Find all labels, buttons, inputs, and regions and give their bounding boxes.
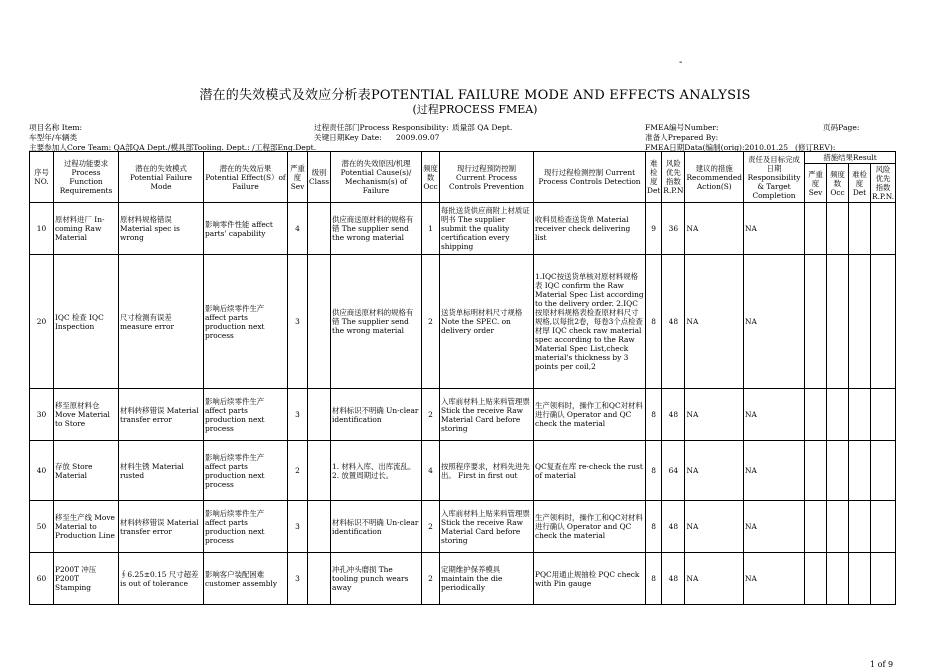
document-title: 潜在的失效模式及效应分析表POTENTIAL FAILURE MODE AND EFFECTS ANALYSIS xyxy=(199,88,751,103)
row-function: 原材料进厂 In-coming Raw Material xyxy=(54,203,119,255)
col-rpn: 风险优先指数 R.P.N xyxy=(662,152,685,203)
fmea-table xyxy=(29,151,896,605)
col-prevention: 现行过程预防控制 Current Process Controls Prevention xyxy=(440,152,534,203)
fmea-number-label: FMEA编号Number: xyxy=(645,123,719,132)
row-effect: 影响后续零件生产 affect parts production next process xyxy=(204,501,288,553)
row-rpn: 48 xyxy=(662,389,685,441)
row-det: 8 xyxy=(646,441,662,501)
col-responsibility: 责任及目标完成日期 Responsibility & Target Completion xyxy=(744,152,805,203)
row-no: 40 xyxy=(30,441,54,501)
table-row xyxy=(30,553,896,605)
row-effect: 影响后续零件生产 affect parts production next process xyxy=(204,255,288,389)
row-no: 50 xyxy=(30,501,54,553)
table-row xyxy=(30,501,896,553)
row-occ: 2 xyxy=(422,553,440,605)
col-effect: 潜在的失效后果 Potential Effect(S）of Failure xyxy=(204,152,288,203)
row-failure-mode: 原材料规格错误 Material spec is wrong xyxy=(119,203,204,255)
row-sev: 2 xyxy=(288,441,308,501)
row-effect: 影响后续零件生产 affect parts production next process xyxy=(204,441,288,501)
row-sev: 3 xyxy=(288,553,308,605)
process-responsibility-label: 过程责任部门Process Responsibility: xyxy=(314,123,449,132)
col-result-rpn: 风险优先指数 R.P.N. xyxy=(872,165,895,201)
page-footer: 1 of 9 xyxy=(870,660,894,669)
row-sev: 3 xyxy=(288,255,308,389)
row-action: NA xyxy=(685,203,744,255)
row-det: 8 xyxy=(646,501,662,553)
row-detection: 1.IQC按送货单核对原材料规格表 IQC confirm the Raw Material Spec List according to the delivery order. 2.IQC按原材料规格表检查原材料尺寸规格,以每批2卷，每卷3个点检查材厚 IQC check raw material spec according to the Raw Material Spec List,check material's thickness by 3 points per coil,2 xyxy=(534,255,646,389)
row-det: 8 xyxy=(646,255,662,389)
col-occ: 频度数 Occ xyxy=(422,152,440,203)
row-det: 8 xyxy=(646,389,662,441)
row-cause: 供应商送原材料的规格有错 The supplier send the wrong material xyxy=(331,255,422,389)
item-label: 项目名称 Item: xyxy=(29,123,83,132)
col-cause: 潜在的失效原因/机理 Potential Cause(s)/ Mechanism(s) of Failure xyxy=(331,152,422,203)
row-function: IQC 检查 IQC Inspection xyxy=(54,255,119,389)
row-sev: 3 xyxy=(288,501,308,553)
row-failure-mode: ∮6.25±0.15 尺寸超差 is out of tolerance xyxy=(119,553,204,605)
row-class xyxy=(308,203,331,255)
row-sev: 3 xyxy=(288,389,308,441)
row-rpn: 48 xyxy=(662,255,685,389)
row-action: NA xyxy=(685,553,744,605)
revision-label: (修订REV): xyxy=(795,143,836,152)
row-class xyxy=(308,255,331,389)
col-no: 序号 NO. xyxy=(30,152,54,203)
row-responsibility: NA xyxy=(744,501,805,553)
row-cause: 材料标识不明确 Un-clear identification xyxy=(331,389,422,441)
row-function: 移至原材料仓 Move Material to Store xyxy=(54,389,119,441)
dash-mark: - xyxy=(679,57,683,68)
row-detection: 收料员检查送货单 Material receiver check delivering list xyxy=(534,203,646,255)
col-action: 建议的措施 Recommended Action(S) xyxy=(685,152,744,203)
row-rpn: 48 xyxy=(662,501,685,553)
row-prevention: 定期维护保养模具 maintain the die periodically xyxy=(440,553,534,605)
col-det: 难检度 Det xyxy=(646,152,662,203)
row-responsibility: NA xyxy=(744,389,805,441)
row-prevention: 送货单标明材料尺寸规格 Note the SPEC. on delivery order xyxy=(440,255,534,389)
row-action: NA xyxy=(685,501,744,553)
table-row xyxy=(30,255,896,389)
row-failure-mode: 材料转移错误 Material transfer error xyxy=(119,389,204,441)
row-occ: 2 xyxy=(422,389,440,441)
row-effect: 影响客户装配困难 customer assembly xyxy=(204,553,288,605)
table-row xyxy=(30,389,896,441)
row-cause: 1. 材料入库、出库流乱。 2. 放置周期过长。 xyxy=(331,441,422,501)
page-label: 页码Page: xyxy=(823,123,860,132)
row-prevention: 入库前材料上贴来料管理票 Stick the receive Raw Material Card before storing xyxy=(440,389,534,441)
core-team-label: 主要参加人Core Team: QA部QA Dept./模具部Tooling. Dept.: /工程部Eng.Dept. xyxy=(29,143,317,152)
prepared-by-label: 准备人Prepared By: xyxy=(645,133,719,142)
row-responsibility: NA xyxy=(744,553,805,605)
row-failure-mode: 材料生锈 Material rusted xyxy=(119,441,204,501)
row-detection: 生产领料时，操作工和QC对材料进行确认 Operator and QC check the material xyxy=(534,501,646,553)
col-class: 级别 Class xyxy=(308,152,331,203)
col-result: 措施结果Result xyxy=(805,152,896,164)
row-function: 存放 Store Material xyxy=(54,441,119,501)
row-rpn: 36 xyxy=(662,203,685,255)
row-occ: 4 xyxy=(422,441,440,501)
row-effect: 影响零件性能 affect parts' capability xyxy=(204,203,288,255)
key-date-label: 关键日期Key Date: xyxy=(314,133,382,142)
row-action: NA xyxy=(685,389,744,441)
fmea-date-label: FMEA日期Data(编制(orig):2010.01.25 xyxy=(645,143,789,152)
row-class xyxy=(308,553,331,605)
row-detection: PQC用通止规抽检 PQC check with Pin gauge xyxy=(534,553,646,605)
table-row xyxy=(30,203,896,255)
row-sev: 4 xyxy=(288,203,308,255)
row-function: 移至生产线 Move Material to Production Line xyxy=(54,501,119,553)
table-row xyxy=(30,441,896,501)
row-no: 10 xyxy=(30,203,54,255)
col-sev: 严重度 Sev xyxy=(288,152,308,203)
col-result-occ: 频度数 Occ xyxy=(827,164,849,203)
row-prevention: 按照程序要求，材料先进先出。 First in first out xyxy=(440,441,534,501)
document-subtitle: (过程PROCESS FMEA) xyxy=(412,103,538,116)
row-class xyxy=(308,389,331,441)
row-det: 8 xyxy=(646,553,662,605)
row-rpn: 48 xyxy=(662,553,685,605)
row-no: 30 xyxy=(30,389,54,441)
row-function: P200T 冲压 P200T Stamping xyxy=(54,553,119,605)
row-effect: 影响后续零件生产 affect parts production next process xyxy=(204,389,288,441)
row-detection: QC复查在库 re-check the rust of material xyxy=(534,441,646,501)
row-action: NA xyxy=(685,441,744,501)
row-action: NA xyxy=(685,255,744,389)
vehicle-label: 车型年/车辆类 xyxy=(29,133,78,142)
row-class xyxy=(308,501,331,553)
row-cause: 材料标识不明确 Un-clear identification xyxy=(331,501,422,553)
col-result-det: 难检度 Det xyxy=(849,164,871,203)
row-no: 20 xyxy=(30,255,54,389)
col-detection: 现行过程检测控制 Current Process Controls Detection xyxy=(534,152,646,203)
row-cause: 冲孔冲头磨损 The tooling punch wears away xyxy=(331,553,422,605)
row-detection: 生产领料时，操作工和QC对材料进行确认 Operator and QC check the material xyxy=(534,389,646,441)
row-det: 9 xyxy=(646,203,662,255)
row-occ: 1 xyxy=(422,203,440,255)
row-no: 60 xyxy=(30,553,54,605)
row-prevention: 每批送货供应商附上材质证明书 The supplier submit the quality certification every shipping xyxy=(440,203,534,255)
row-occ: 2 xyxy=(422,255,440,389)
key-date-value: 2009.09.07 xyxy=(396,133,440,142)
row-responsibility: NA xyxy=(744,255,805,389)
row-prevention: 入库前材料上贴来料管理票 Stick the receive Raw Material Card before storing xyxy=(440,501,534,553)
col-failure-mode: 潜在的失效模式 Potential Failure Mode xyxy=(119,152,204,203)
row-failure-mode: 尺寸检测有误差 measure error xyxy=(119,255,204,389)
row-failure-mode: 材料转移错误 Material transfer error xyxy=(119,501,204,553)
col-function: 过程功能要求 Process Function Requirements xyxy=(54,152,119,203)
row-occ: 2 xyxy=(422,501,440,553)
row-responsibility: NA xyxy=(744,441,805,501)
row-class xyxy=(308,441,331,501)
col-result-sev: 严重度 Sev xyxy=(805,164,827,203)
process-responsibility-value: 质量部 QA Dept. xyxy=(452,123,513,132)
row-responsibility: NA xyxy=(744,203,805,255)
row-rpn: 64 xyxy=(662,441,685,501)
row-cause: 供应商送原材料的规格有错 The supplier send the wrong material xyxy=(331,203,422,255)
